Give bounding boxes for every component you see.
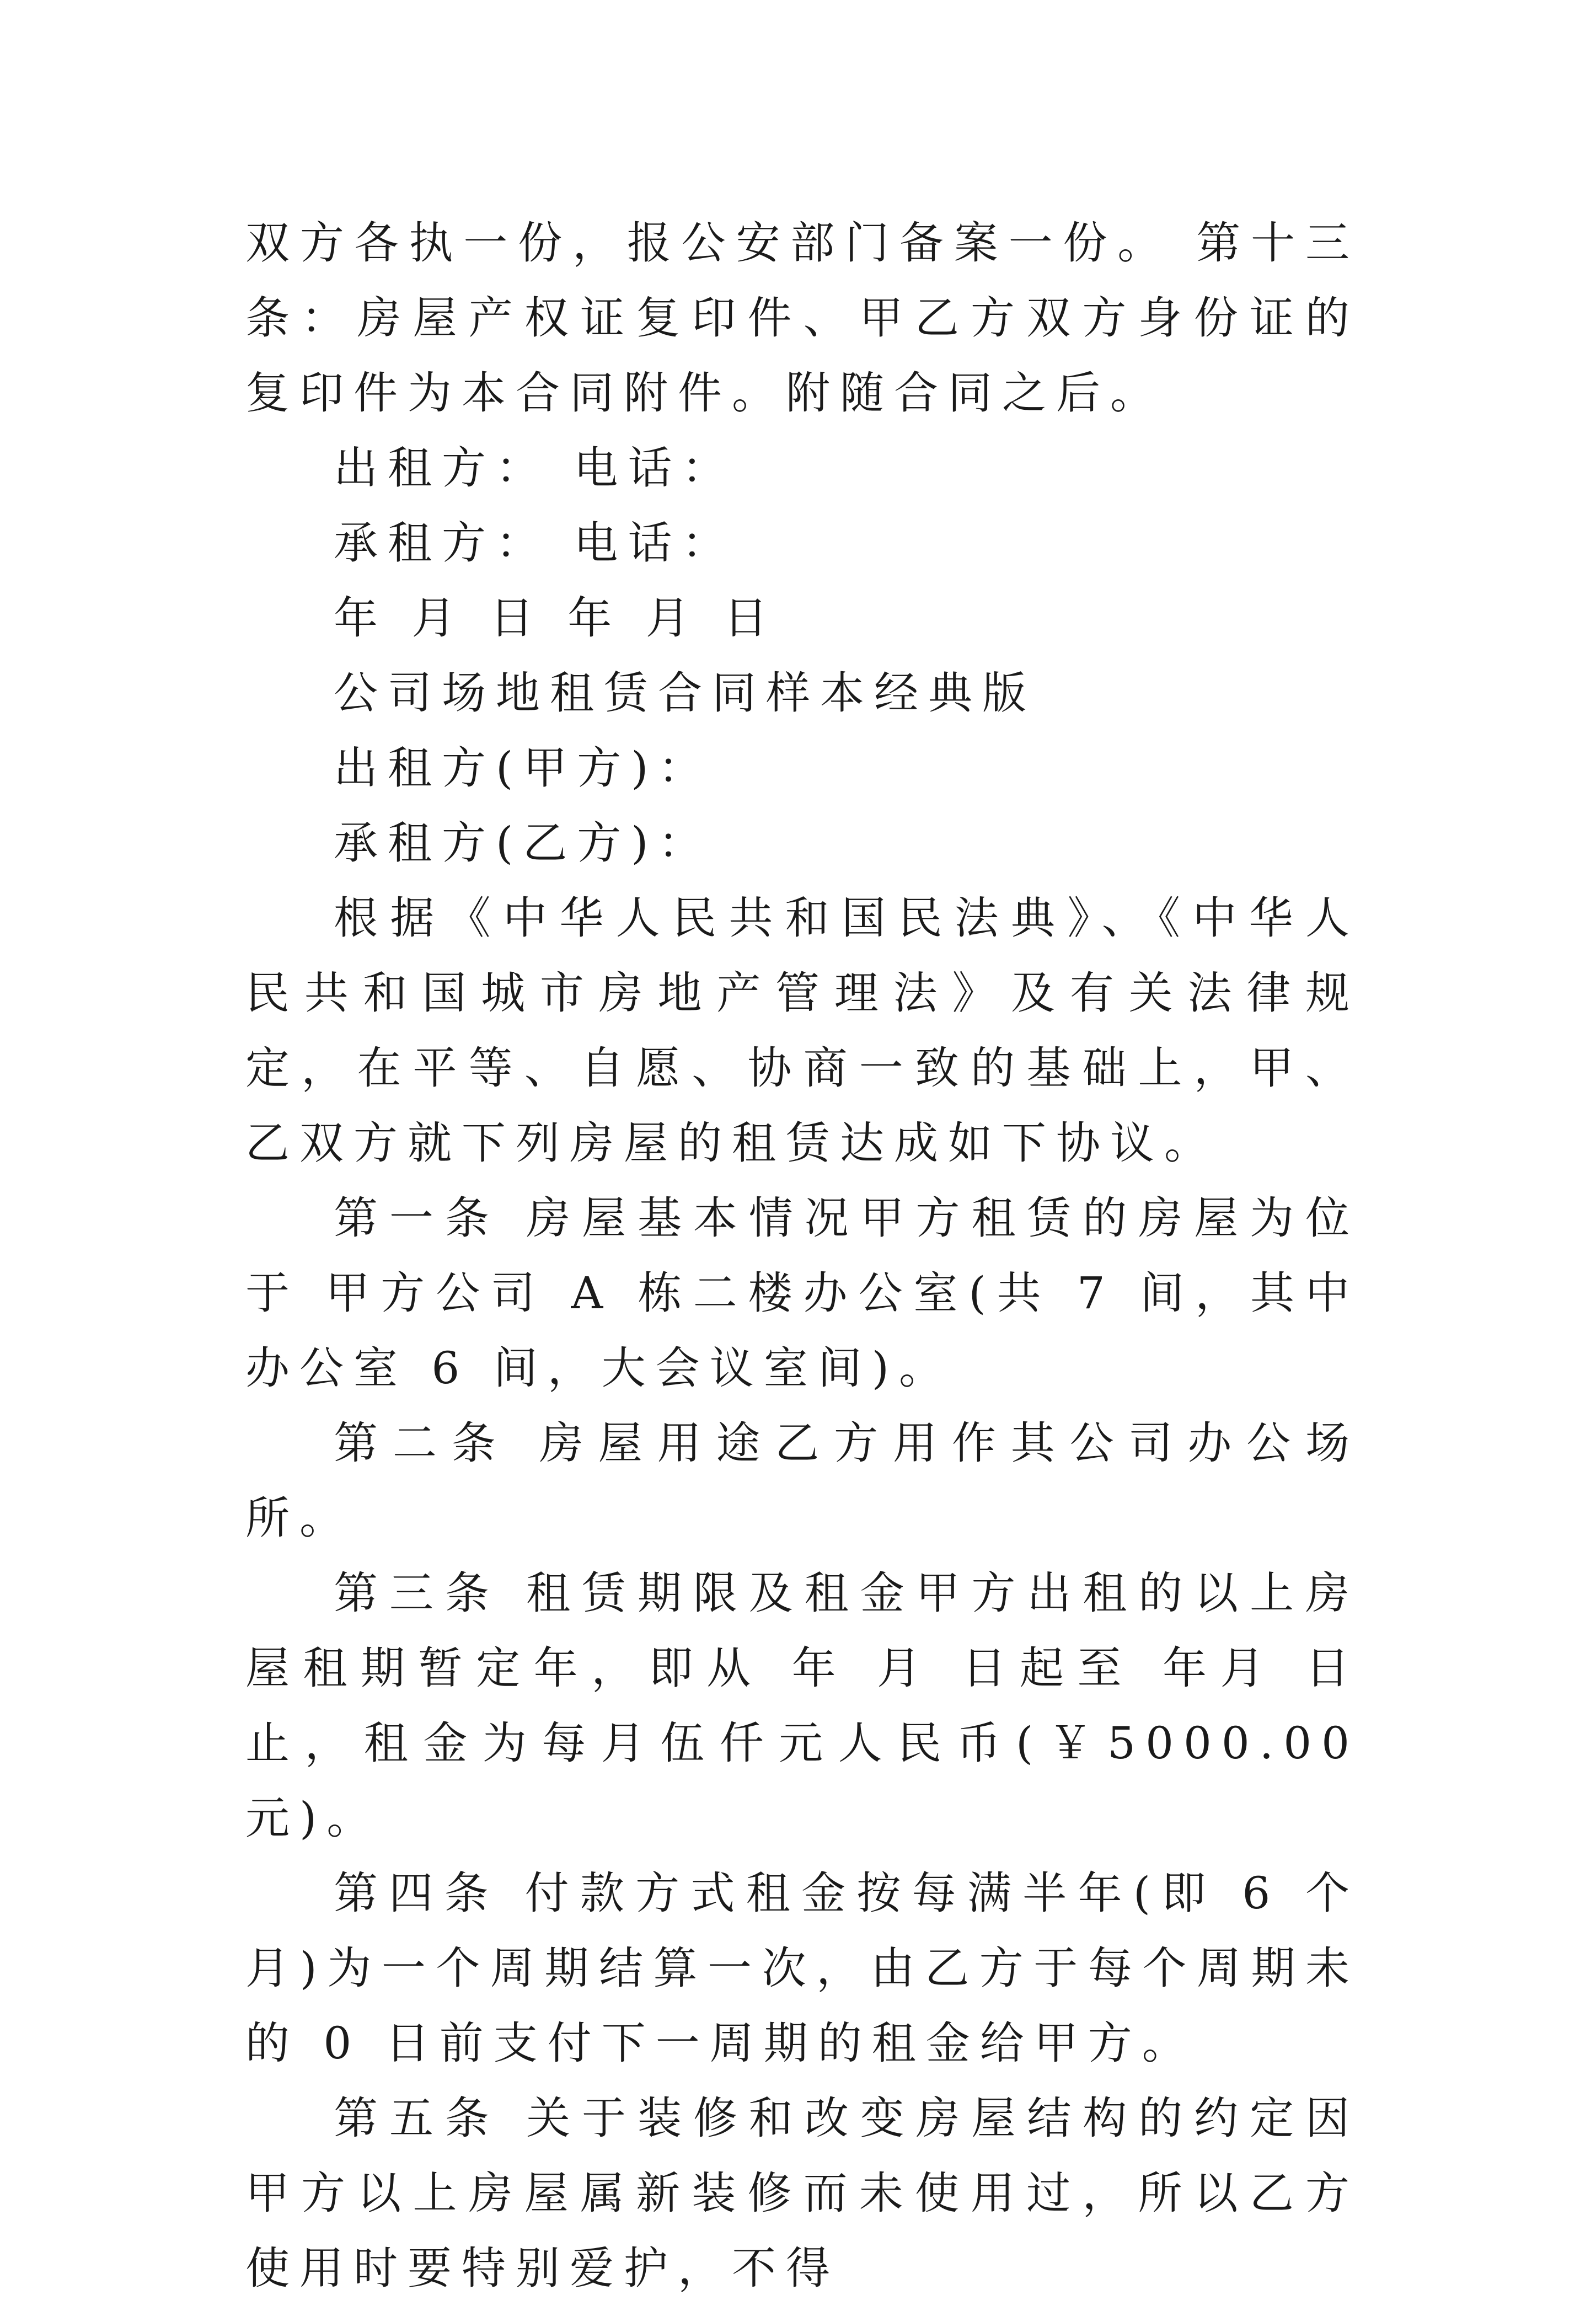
paragraph-13: 第五条 关于装修和改变房屋结构的约定因甲方以上房屋属新装修而未使用过，所以乙方使用时要特别爱护，不得 <box>245 2093 1359 2294</box>
paragraph-10: 第二条 房屋用途乙方用作其公司办公场所。 <box>245 1417 1359 1544</box>
paragraph-2: 出租方： 电话： <box>334 442 736 494</box>
paragraph-9: 第一条 房屋基本情况甲方租赁的房屋为位于 甲方公司 A 栋二楼办公室(共 7 间，其中办公室 6 间，大会议室间)。 <box>245 1192 1359 1394</box>
paragraph-3: 承租方： 电话： <box>334 517 736 569</box>
paragraph-1: 双方各执一份，报公安部门备案一份。 第十三条：房屋产权证复印件、甲乙方双方身份证的复印件为本合同附件。附随合同之后。 <box>245 217 1359 419</box>
paragraph-5: 公司场地租赁合同样本经典版 <box>334 667 1036 719</box>
paragraph-4: 年 月 日 年 月 日 <box>334 592 778 644</box>
document-body <box>245 206 1359 2306</box>
paragraph-6: 出租方(甲方)： <box>334 742 713 794</box>
paragraph-8: 根据《中华人民共和国民法典》、《中华人民共和国城市房地产管理法》及有关法律规定，在平等、自愿、协商一致的基础上，甲、乙双方就下列房屋的租赁达成如下协议。 <box>245 892 1359 1169</box>
paragraph-12: 第四条 付款方式租金按每满半年(即 6 个月)为一个周期结算一次，由乙方于每个周期未的 0 日前支付下一周期的租金给甲方。 <box>245 1868 1359 2069</box>
paragraph-11: 第三条 租赁期限及租金甲方出租的以上房屋租期暂定年，即从 年 月 日起至 年月 日止，租金为每月伍仟元人民币(￥5000.00 元)。 <box>245 1567 1359 1844</box>
paragraph-7: 承租方(乙方)： <box>334 817 713 869</box>
